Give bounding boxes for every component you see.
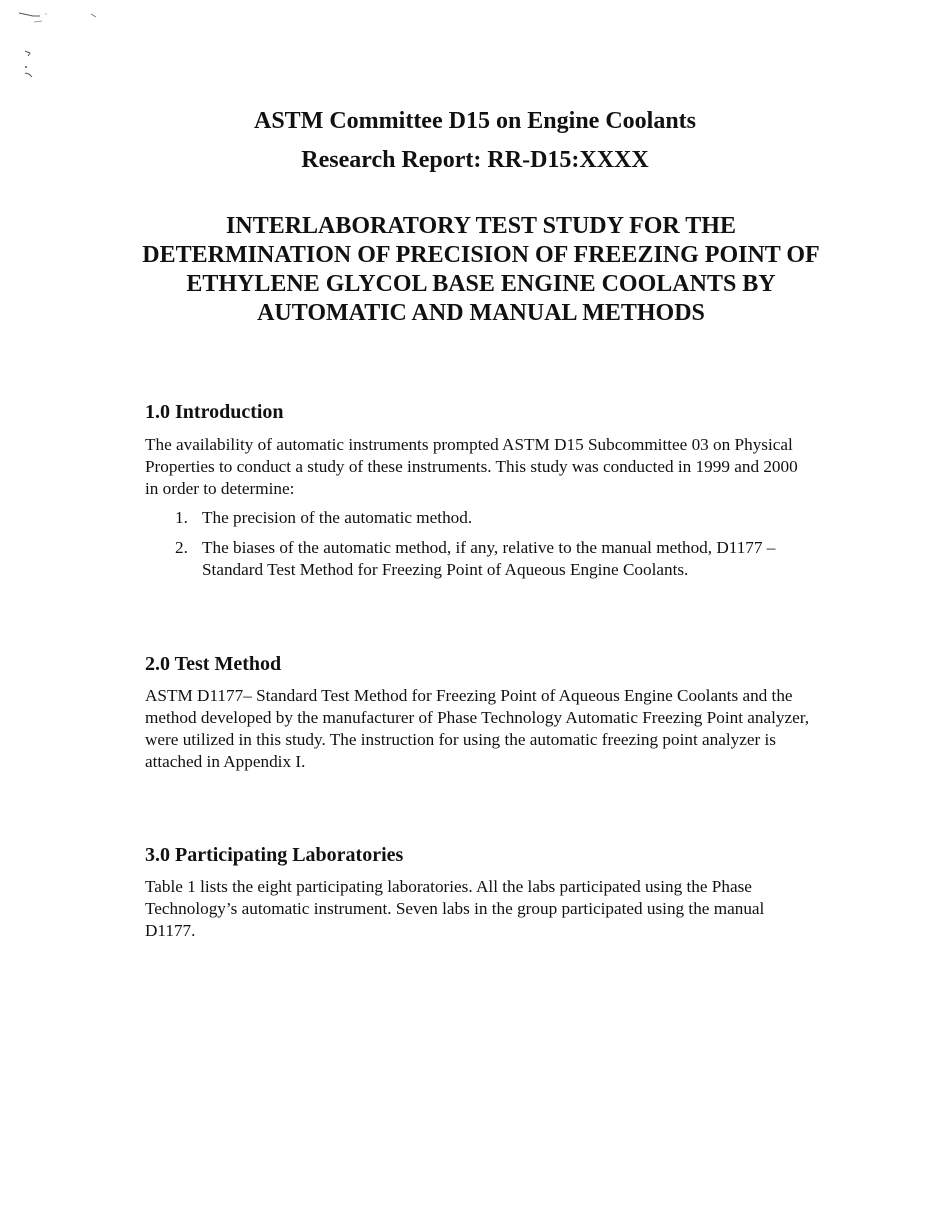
report-number: Research Report: RR-D15:XXXX <box>301 147 649 173</box>
introduction-list <box>165 507 815 581</box>
list-number: 2. <box>175 538 188 557</box>
scan-artifact-marks <box>16 6 116 86</box>
list-item-text: The precision of the automatic method. <box>202 508 473 527</box>
list-item-text: The biases of the automatic method, if any, relative to the manual method, D1177 – Standard Test Method for Freezing Point of Aqueous Engine Coolants. <box>202 538 776 579</box>
section-heading-test-method: 2.0 Test Method <box>145 653 282 675</box>
section-heading-introduction: 1.0 Introduction <box>145 401 284 423</box>
introduction-list-item <box>165 537 815 581</box>
list-number: 1. <box>175 508 188 527</box>
participating-laboratories-paragraph: Table 1 lists the eight participating laboratories. All the labs participated using the Phase Technology’s automatic instrument. Seven labs in the group participated using the manual D1177. <box>145 877 765 940</box>
section-heading-participating-laboratories: 3.0 Participating Laboratories <box>145 844 404 866</box>
study-title: INTERLABORATORY TEST STUDY FOR THE DETERMINATION OF PRECISION OF FREEZING POINT OF ETHYLENE GLYCOL BASE ENGINE COOLANTS BY AUTOMATIC AND MANUAL METHODS <box>142 213 820 326</box>
test-method-paragraph: ASTM D1177– Standard Test Method for Freezing Point of Aqueous Engine Coolants and the method developed by the manufacturer of Phase Technology Automatic Freezing Point analyzer, were utilized in this study. The instruction for using the automatic freezing point analyzer is attached in Appendix I. <box>145 686 810 771</box>
introduction-list-item <box>165 507 815 529</box>
scan-artifacts <box>16 6 116 86</box>
introduction-paragraph: The availability of automatic instruments prompted ASTM D15 Subcommittee 03 on Physical Properties to conduct a study of these instruments. This study was conducted in 1999 and 2000 in order to determine: <box>145 435 798 498</box>
committee-title: ASTM Committee D15 on Engine Coolants <box>254 108 696 134</box>
